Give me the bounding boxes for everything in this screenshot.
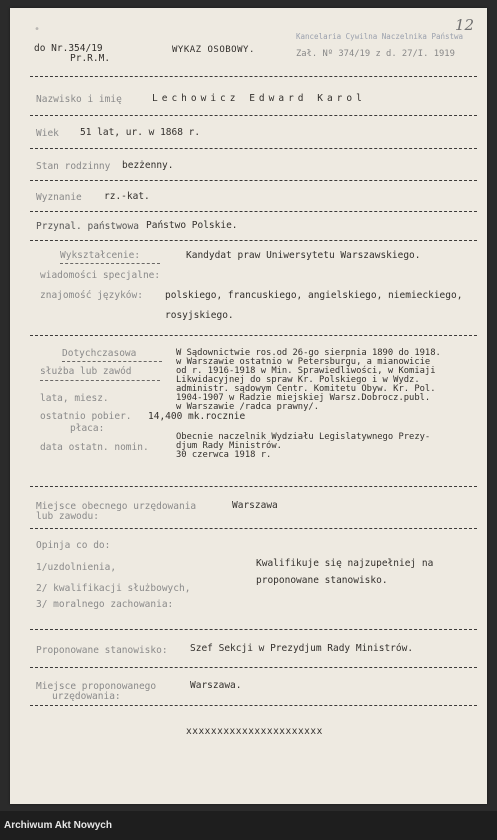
divider	[30, 240, 477, 241]
family-label: Stan rodzinny	[36, 161, 111, 172]
archive-footer	[0, 811, 497, 840]
divider	[30, 180, 477, 181]
divider	[30, 528, 477, 529]
name-label: Nazwisko i imię	[36, 94, 122, 105]
service-line: W Sądownictwie ros.od 26-go sierpnia 1890 do 1918.	[176, 348, 441, 358]
current-position-line: Obecnie naczelnik Wydziału Legislatywnego Prezy-	[176, 432, 431, 442]
closing-mark: xxxxxxxxxxxxxxxxxxxxxx	[186, 726, 323, 737]
nationality-label: Przynal. państwowa	[36, 221, 139, 232]
education-value: Kandydat praw Uniwersytetu Warszawskiego.	[186, 250, 421, 261]
current-position-line: djum Rady Ministrów.	[176, 441, 282, 451]
religion-label: Wyznanie	[36, 192, 82, 203]
service-line: od r. 1916-1918 w Min. Sprawiedliwości, w Komiaji	[176, 366, 436, 376]
proposed-place-label-1: Miejsce proponowanego	[36, 681, 157, 692]
divider	[30, 335, 477, 336]
name-value: Lechowicz Edward Karol	[152, 93, 366, 104]
divider	[30, 76, 477, 77]
nationality-value: Państwo Polskie.	[146, 220, 238, 231]
divider	[30, 667, 477, 668]
opinion-item-1: 1/uzdolnienia,	[36, 562, 117, 573]
service-label-2: służba lub zawód	[40, 366, 132, 377]
service-line: w Warszawie /radca prawny/.	[176, 402, 319, 412]
proposed-position-value: Szef Sekcji w Prezydjum Rady Ministrów.	[190, 643, 414, 654]
service-label-1: Dotychczasowa	[62, 348, 137, 359]
office-stamp: Kancelaria Cywilna Naczelnika Państwa	[296, 32, 464, 41]
current-place-label-1: Miejsce obecnego urzędowania	[36, 501, 197, 512]
archive-name: Archiwum Akt Nowych	[4, 820, 112, 831]
service-line: administr. sądowym Centr. Komitetu Obyw. Kr. Pol.	[176, 384, 436, 394]
underline	[60, 263, 160, 264]
languages-value-2: rosyjskiego.	[165, 310, 234, 321]
languages-label: znajomość języków:	[40, 290, 143, 301]
opinion-value-1: Kwalifikuje się najzupełniej na	[256, 558, 434, 569]
page-number: 12	[455, 16, 475, 34]
service-line: w Warszawie ostatnio w Petersburgu, a mianowicie	[176, 357, 431, 367]
attachment-number: Zał. Nº 374/19 z d. 27/I. 1919	[296, 49, 455, 59]
divider	[30, 486, 477, 487]
service-label-5: płaca:	[70, 423, 105, 434]
languages-value-1: polskiego, francuskiego, angielskiego, niemieckiego,	[165, 290, 463, 301]
salary-value: 14,400 mk.rocznie	[148, 411, 246, 422]
family-value: bezżenny.	[122, 160, 174, 171]
nr-sub: Pr.R.M.	[70, 53, 111, 64]
service-line: 1904-1907 w Radzie miejskiej Warsz.Dobrocz.publ.	[176, 393, 431, 403]
age-value: 51 lat, ur. w 1868 r.	[80, 127, 201, 138]
opinion-item-2: 2/ kwalifikacji służbowych,	[36, 583, 191, 594]
document-page	[10, 8, 487, 804]
nr-label: do Nr.354/19	[34, 43, 103, 54]
divider	[30, 115, 477, 116]
underline	[62, 361, 162, 362]
opinion-item-3: 3/ moralnego zachowania:	[36, 599, 174, 610]
education-label: Wykształcenie:	[60, 250, 141, 261]
divider	[30, 148, 477, 149]
proposed-position-label: Proponowane stanowisko:	[36, 645, 168, 656]
divider	[30, 629, 477, 630]
opinion-label: Opinja co do:	[36, 540, 111, 551]
age-label: Wiek	[36, 128, 59, 139]
service-label-4: ostatnio pobier.	[40, 411, 132, 422]
current-place-value: Warszawa	[232, 500, 278, 511]
special-knowledge-label: wiadomości specjalne:	[40, 270, 161, 281]
proposed-place-value: Warszawa.	[190, 680, 242, 691]
divider	[30, 705, 477, 706]
opinion-value-2: proponowane stanowisko.	[256, 575, 388, 586]
divider	[30, 211, 477, 212]
underline	[40, 380, 160, 381]
current-place-label-2: lub zawodu:	[36, 511, 99, 522]
corner-mark: •	[34, 24, 41, 35]
religion-value: rz.-kat.	[104, 191, 150, 202]
proposed-place-label-2: urzędowania:	[52, 691, 121, 702]
current-position-line: 30 czerwca 1918 r.	[176, 450, 272, 460]
service-label-6: data ostatn. nomin.	[40, 442, 149, 453]
service-line: Likwidacyjnej do spraw Kr. Polskiego i w Wydz.	[176, 375, 420, 385]
service-label-3: lata, miesz.	[40, 393, 109, 404]
document-title: WYKAZ OSOBOWY.	[172, 45, 255, 55]
